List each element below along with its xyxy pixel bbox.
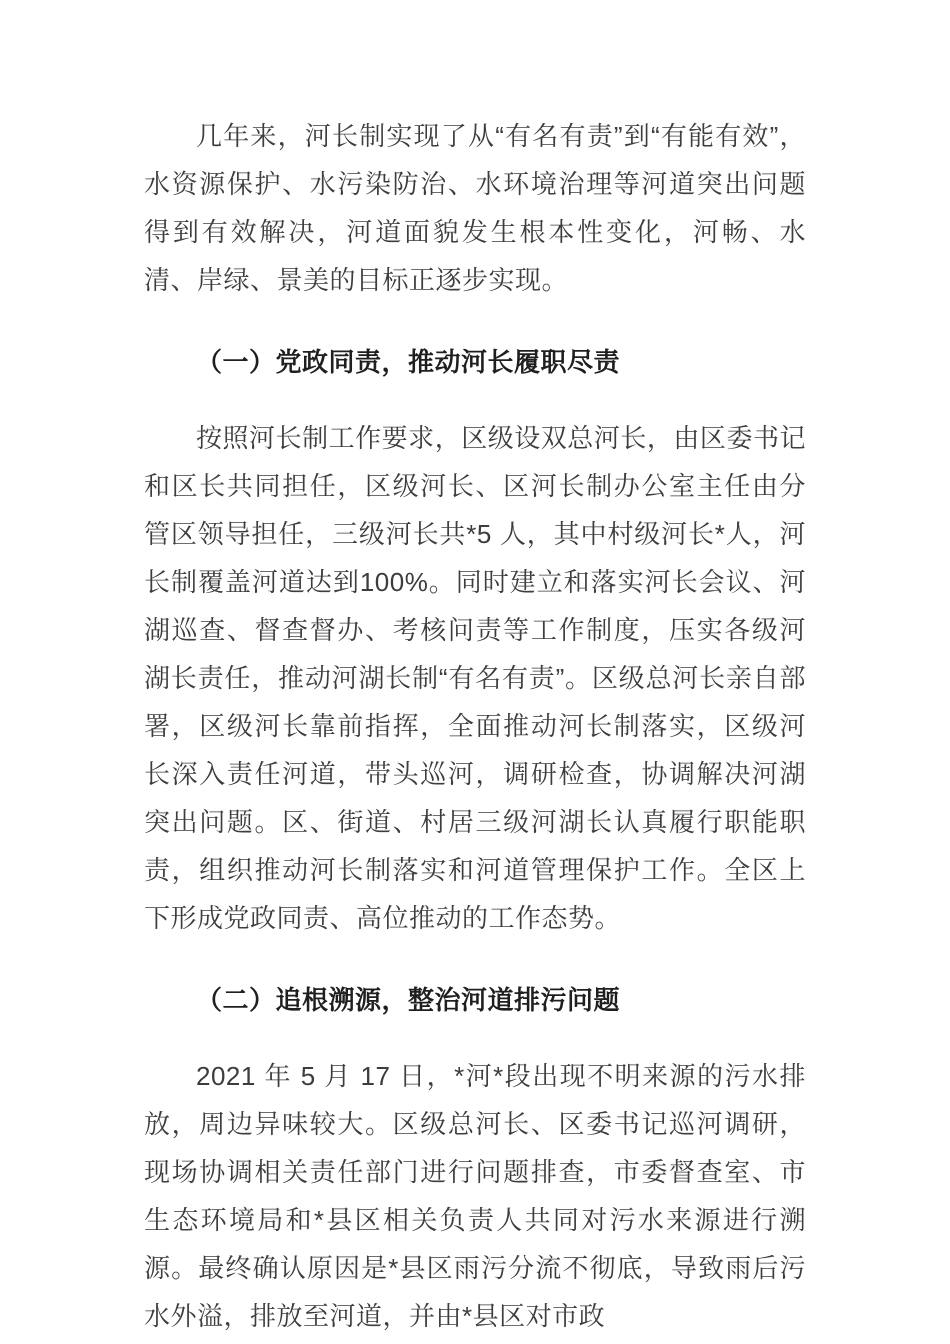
section-heading: （一）党政同责，推动河长履职尽责 [196, 347, 621, 377]
body-paragraph: 按照河长制工作要求，区级设双总河长，由区委书记和区长共同担任，区级河长、区河长制办公室主任由分管区领导担任，三级河长共*5 人，其中村级河长*人，河长制覆盖河道达到100%。同时建立和落实河长会议、河湖巡查、督查督办、考核问责等工作制度，压实各级河湖长责任，推动河湖长制“有名有责”。区级总河长亲自部署，区级河长靠前指挥，全面推动河长制落实，区级河长深入责任河道，带头巡河，调研检查，协调解决河湖突出问题。区、街道、村居三级河湖长认真履行职能职责，组织推动河长制落实和河道管理保护工作。全区上下形成党政同责、高位推动的工作态势。 [144, 423, 806, 933]
body-paragraph: 几年来，河长制实现了从“有名有责”到“有能有效”，水资源保护、水污染防治、水环境治理等河道突出问题得到有效解决，河道面貌发生根本性变化，河畅、水清、岸绿、景美的目标正逐步实现。 [144, 121, 806, 295]
section-heading: （二）追根溯源，整治河道排污问题 [196, 985, 621, 1015]
body-paragraph: 2021 年 5 月 17 日，*河*段出现不明来源的污水排放，周边异味较大。区级总河长、区委书记巡河调研，现场协调相关责任部门进行问题排查，市委督查室、市生态环境局和*县区相关负责人共同对污水来源进行溯源。最终确认原因是*县区雨污分流不彻底，导致雨后污水外溢，排放至河道，并由*县区对市政 [144, 1061, 806, 1331]
